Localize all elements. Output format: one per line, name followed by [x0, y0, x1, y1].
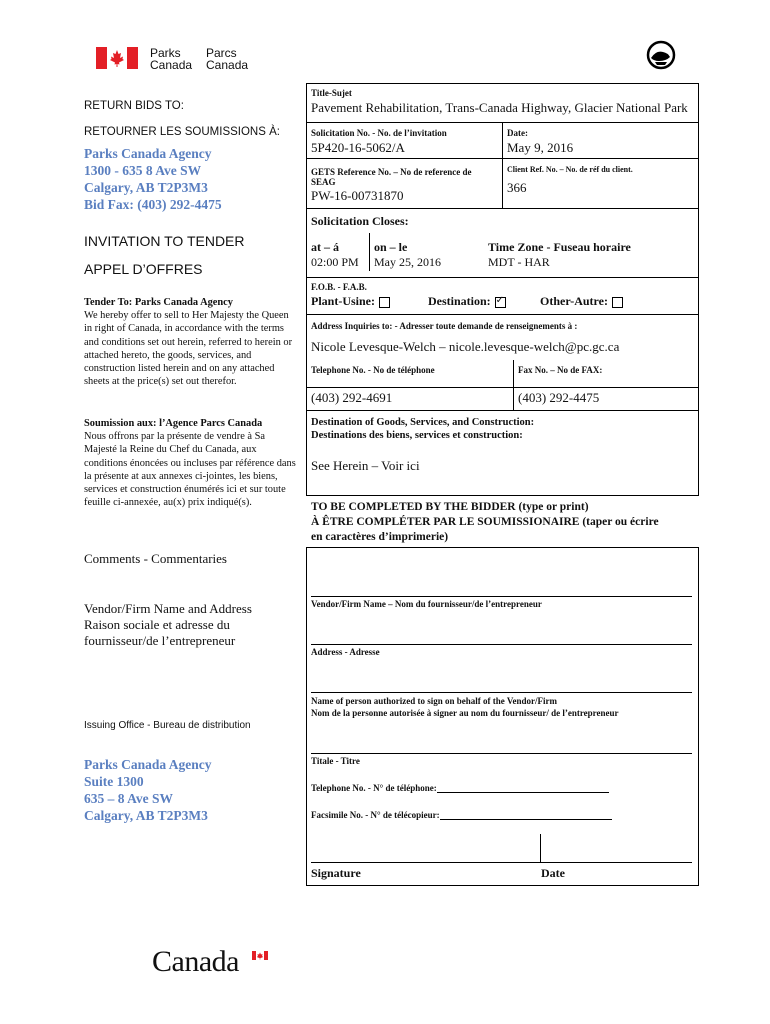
telephone-value: (403) 292-4691	[311, 390, 393, 405]
client-label: Client Ref. No. – No. de réf du client.	[507, 165, 633, 174]
parcs-canada-fr: Parcs Canada	[206, 46, 249, 72]
authorized-name-line[interactable]	[311, 692, 692, 693]
on-label: on – le	[374, 240, 408, 254]
inquiries-label: Address Inquiries to: - Adresser toute demande de renseignements à :	[311, 321, 578, 331]
on-value: May 25, 2016	[374, 255, 441, 269]
client-value: 366	[507, 180, 527, 195]
destination-goods-label: Destination of Goods, Services, and Construction: Destinations des biens, services et construction:	[311, 417, 535, 441]
beaver-emblem-icon	[646, 40, 676, 70]
date-label: Date:	[507, 128, 528, 138]
bidder-date-label: Date	[541, 866, 565, 880]
fax-value: (403) 292-4475	[518, 390, 600, 405]
date-value: May 9, 2016	[507, 140, 574, 155]
plant-option: Plant-Usine:	[311, 294, 390, 309]
appel-heading: APPEL D’OFFRES	[84, 261, 203, 277]
telephone-label: Telephone No. - No de téléphone	[311, 365, 435, 375]
canada-flag-icon	[96, 47, 138, 69]
fax-label: Fax No. – No de FAX:	[518, 365, 603, 375]
return-address: Parks Canada Agency 1300 - 635 8 Ave SW Calgary, AB T2P3M3 Bid Fax: (403) 292-4475	[84, 146, 222, 212]
tender-to-block: Tender To: Parks Canada Agency We hereby offer to sell to Her Majesty the Queen in right of Canada, in accordance with the terms and conditions set out herein, referred to herein or attached hereto, the goods, services, and construction listed herein and on any attached sheets at the price(s) set out therefor.	[84, 297, 293, 388]
signature-line[interactable]	[311, 862, 692, 863]
signature-divider	[540, 834, 541, 862]
bidder-facsimile-field[interactable]	[440, 809, 612, 820]
vendor-name-label: Vendor/Firm Name – Nom du fournisseur/de l’entrepreneur	[311, 599, 542, 609]
title-value: Pavement Rehabilitation, Trans-Canada Highway, Glacier National Park	[311, 100, 688, 115]
other-checkbox[interactable]	[612, 297, 623, 308]
bidder-facsimile-label: Facsimile No. - N° de télécopieur:	[311, 809, 612, 820]
parks-canada-en: Parks Canada	[150, 46, 193, 72]
bidder-heading: TO BE COMPLETED BY THE BIDDER (type or print) À ÊTRE COMPLÉTER PAR LE SOUMISSIONAIRE (taper ou écrire en caractères d’imprimerie)	[311, 501, 659, 543]
fob-label: F.O.B. - F.A.B.	[311, 282, 367, 292]
invitation-heading: INVITATION TO TENDER	[84, 233, 245, 249]
signature-label: Signature	[311, 866, 361, 880]
timezone-label: Time Zone - Fuseau horaire	[488, 240, 631, 254]
closes-label: Solicitation Closes:	[311, 214, 409, 228]
authorized-name-label: Name of person authorized to sign on behalf of the Vendor/Firm Nom de la personne autorisée à signer au nom du fournisseur/ de l’entrepreneur	[311, 696, 619, 718]
wordmark-flag-icon	[252, 947, 268, 956]
bidder-telephone-field[interactable]	[437, 782, 609, 793]
bidder-telephone-label: Telephone No. - N° de téléphone:	[311, 782, 609, 793]
at-label: at – á	[311, 240, 339, 254]
inquiries-value: Nicole Levesque-Welch – nicole.levesque-welch@pc.gc.ca	[311, 339, 620, 354]
destination-option: Destination:✓	[428, 294, 506, 309]
gets-value: PW-16-00731870	[311, 188, 404, 203]
solicitation-label: Solicitation No. - No. de l’invitation	[311, 128, 447, 138]
destination-checkbox[interactable]	[495, 297, 506, 308]
address-line[interactable]	[311, 644, 692, 645]
solicitation-value: 5P420-16-5062/A	[311, 140, 405, 155]
timezone-value: MDT - HAR	[488, 255, 550, 269]
title-label: Title-Sujet	[311, 88, 352, 98]
plant-checkbox[interactable]	[379, 297, 390, 308]
issuing-address: Parks Canada Agency Suite 1300 635 – 8 Ave SW Calgary, AB T2P3M3	[84, 757, 212, 823]
retourner-label: RETOURNER LES SOUMISSIONS À:	[84, 126, 280, 138]
address-label: Address - Adresse	[311, 647, 380, 657]
at-value: 02:00 PM	[311, 255, 359, 269]
destination-goods-value: See Herein – Voir ici	[311, 458, 420, 473]
gets-label: GETS Reference No. – No de reference de SEAG	[311, 167, 472, 187]
return-bids-label: RETURN BIDS TO:	[84, 100, 184, 112]
vendor-firm-label: Vendor/Firm Name and Address Raison sociale et adresse du fournisseur/de l’entrepreneur	[84, 601, 252, 648]
vendor-name-line[interactable]	[311, 596, 692, 597]
issuing-office-label: Issuing Office - Bureau de distribution	[84, 720, 251, 731]
bidder-title-label: Titale - Titre	[311, 756, 360, 766]
title-line[interactable]	[311, 753, 692, 754]
canada-wordmark: Canada	[152, 945, 239, 978]
soumission-block: Soumission aux: l’Agence Parcs Canada Nous offrons par la présente de vendre à Sa Majesté la Reine du Chef du Canada, aux conditions énoncées ou incluses par référence dans la présente at aux annexes ci-jointes, les biens, services et construction énumérés ici et sur toute feuille ci-annexée, au(x) prix indiqué(s).	[84, 418, 296, 509]
comments-label: Comments - Commentaries	[84, 551, 227, 566]
other-option: Other-Autre:	[540, 294, 623, 309]
